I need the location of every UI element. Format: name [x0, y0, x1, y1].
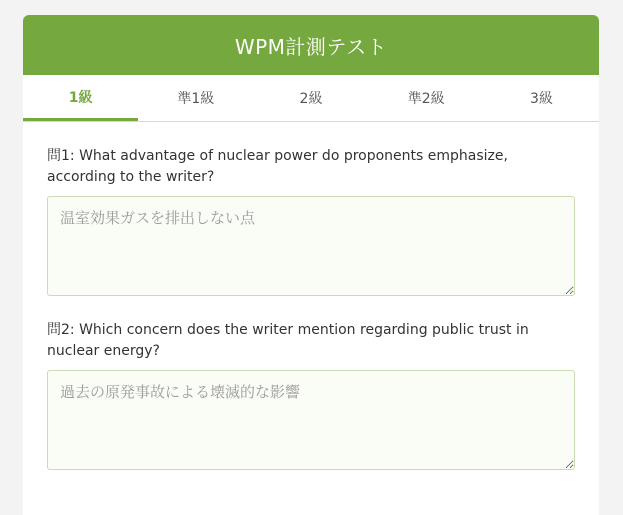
question-text: 問2: Which concern does the writer mention regarding public trust in nuclear energy? [47, 322, 529, 359]
tab-level-pre-1[interactable]: 準1級 [177, 91, 215, 107]
question-item [47, 146, 575, 296]
tab-level-1[interactable]: 1級 [23, 75, 138, 121]
page-title: WPM計測テスト [234, 34, 388, 59]
tab-level-2[interactable]: 2級 [299, 91, 323, 107]
question-text: 問1: What advantage of nuclear power do proponents emphasize, according to the writer? [47, 148, 508, 185]
test-card [23, 15, 599, 515]
answer-input[interactable] [47, 196, 575, 296]
question-item [47, 320, 575, 470]
question-list [23, 122, 599, 470]
header-bar [23, 15, 599, 75]
answer-input[interactable] [47, 370, 575, 470]
level-tabs [23, 75, 599, 122]
tab-level-pre-2[interactable]: 準2級 [407, 91, 445, 107]
tab-level-3[interactable]: 3級 [529, 91, 553, 107]
